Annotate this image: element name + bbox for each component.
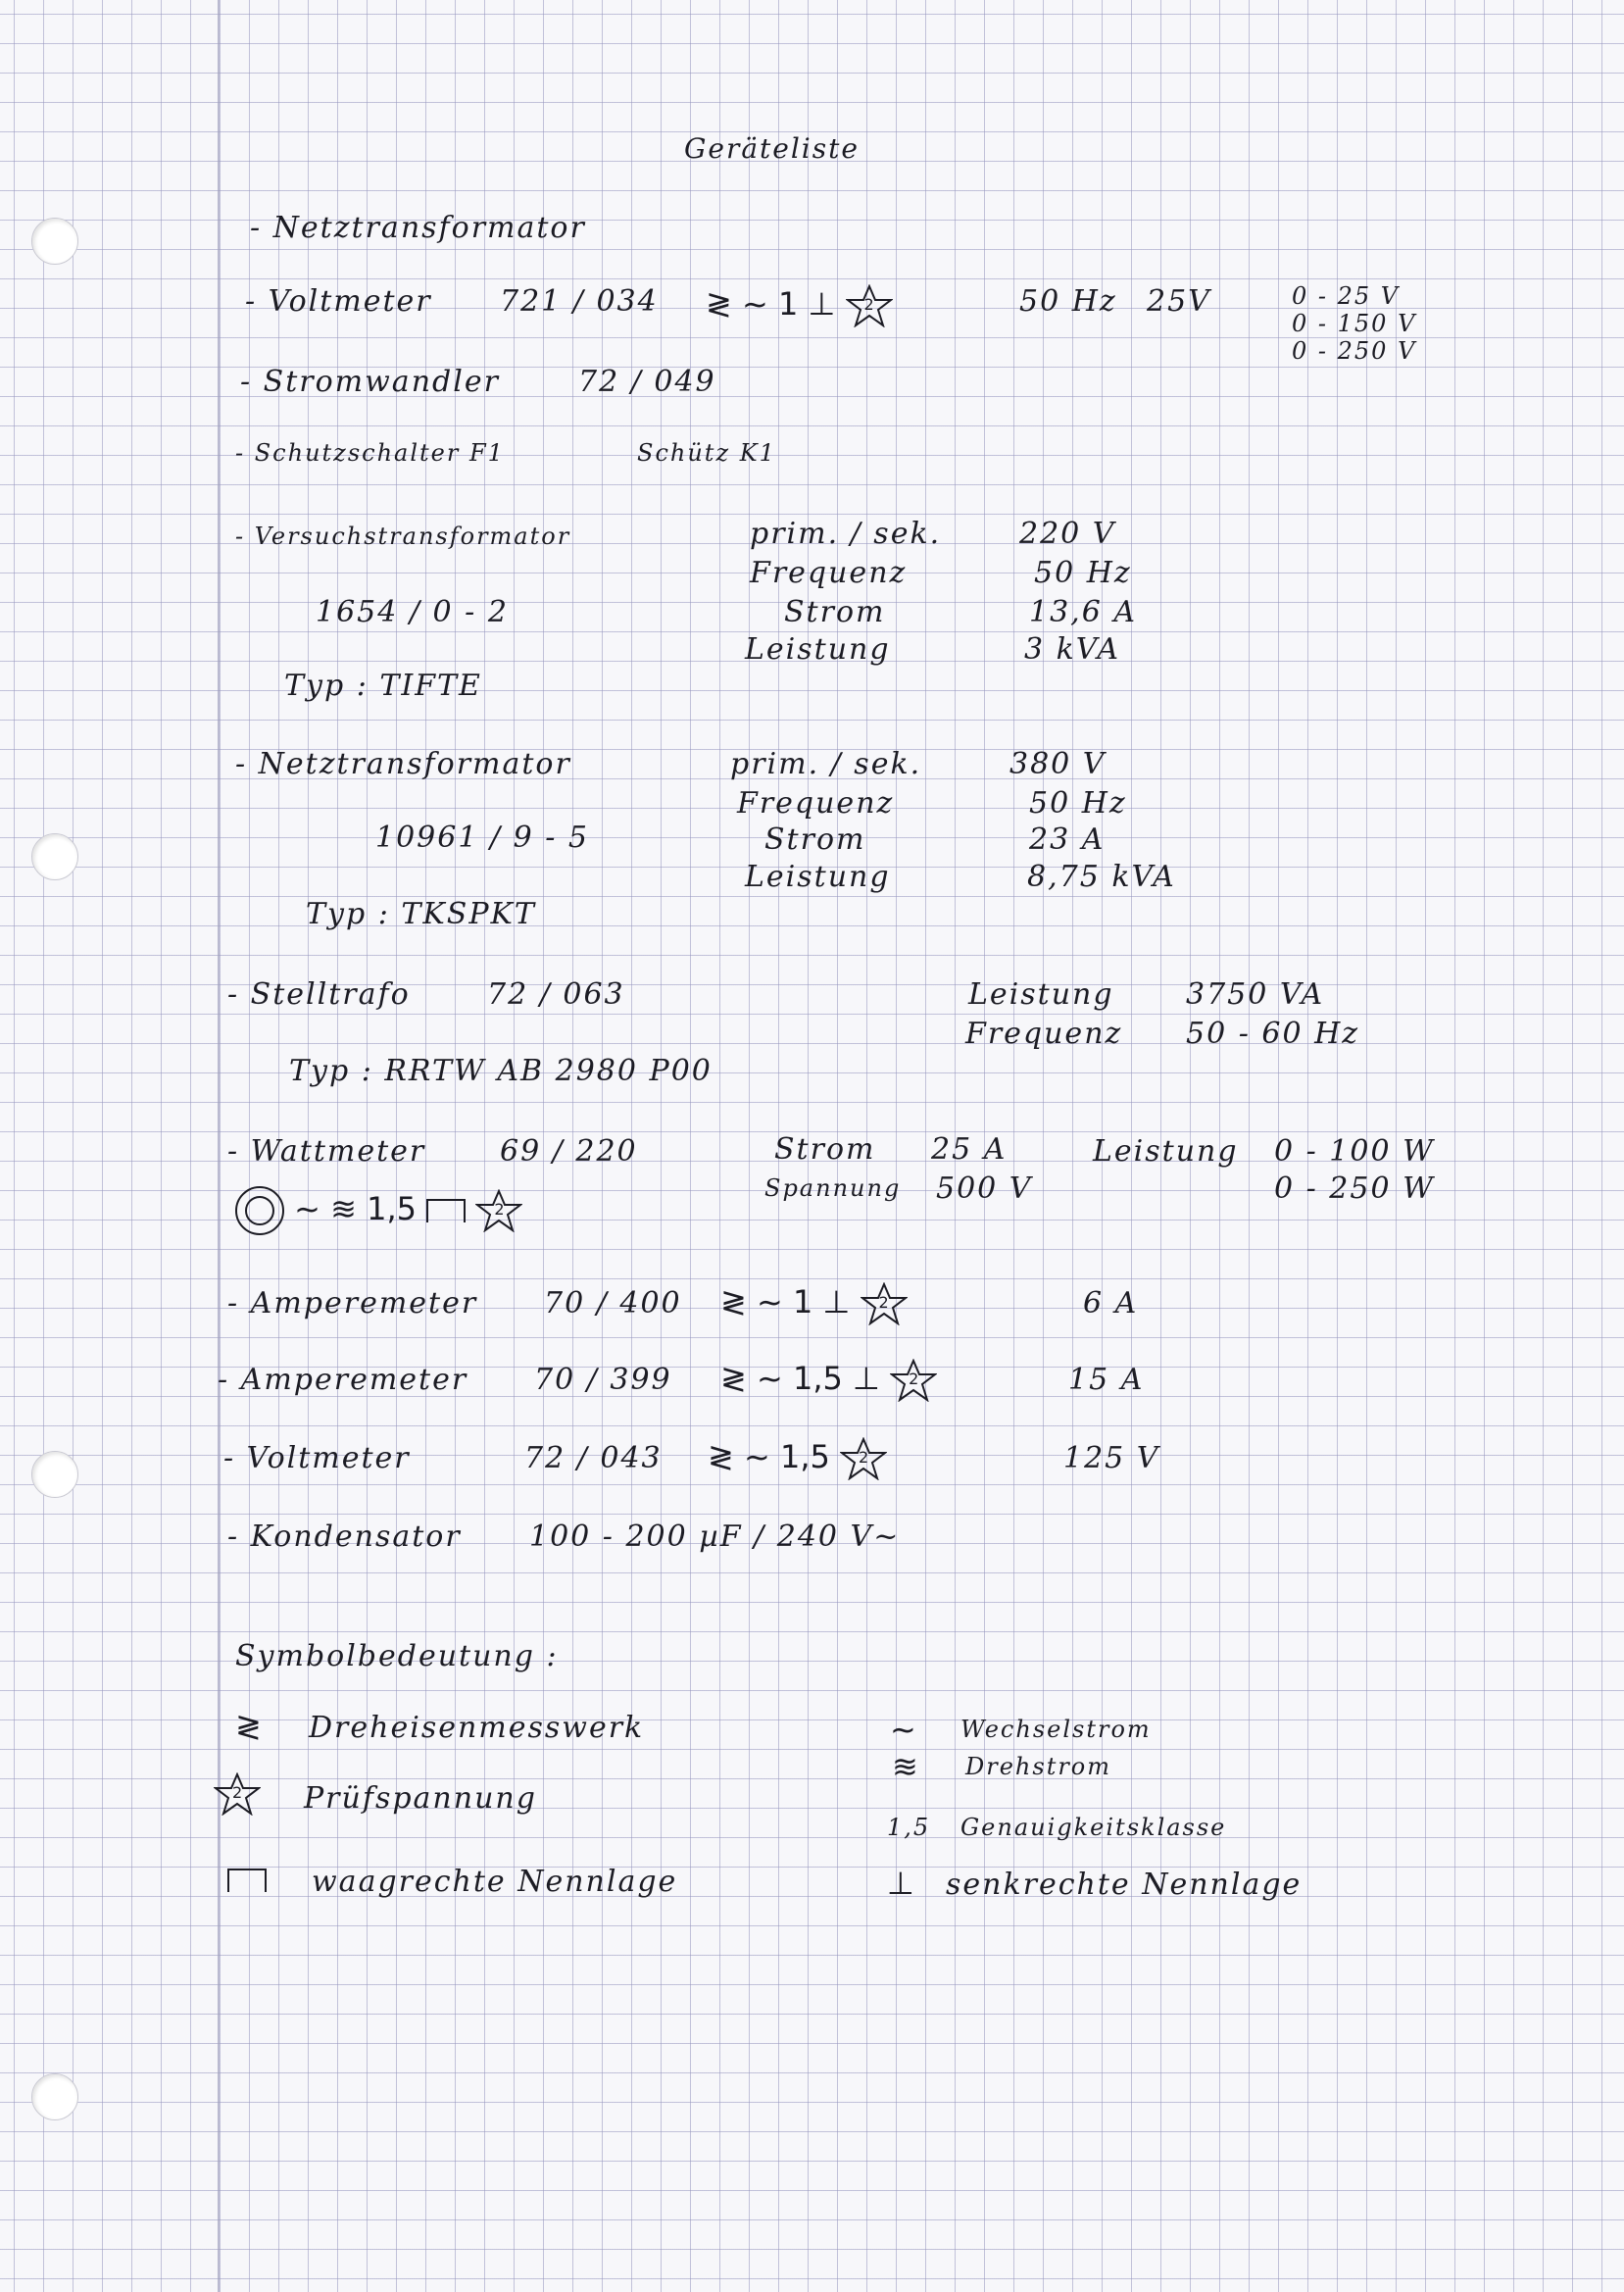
spec-key: Leistung: [745, 860, 891, 894]
item-netztrafo2-typ: Typ : TKSPKT: [306, 897, 536, 931]
item-voltmeter-label: - Voltmeter: [245, 284, 432, 319]
star-number: 2: [494, 1200, 505, 1219]
legend-heading: Symbolbedeutung :: [235, 1639, 559, 1673]
item-netztrafo-label: - Netztransformator: [250, 211, 586, 245]
horizontal-position-icon: [227, 1863, 267, 1894]
spec-key: prim. / sek.: [730, 747, 922, 781]
spec-value: 50 Hz: [1029, 786, 1127, 821]
item-stelltrafo-typ: Typ : RRTW AB 2980 P00: [289, 1054, 713, 1088]
star-number: 2: [863, 295, 874, 314]
item-amperemeter-value: 6 A: [1083, 1286, 1139, 1320]
meter-symbol-text: ≷ ~ 1 ⊥: [706, 285, 836, 323]
legend-drehstrom: Drehstrom: [965, 1753, 1112, 1780]
meter-symbols: [708, 1437, 887, 1480]
meter-symbol-text: ≷ ~ 1,5 ⊥: [720, 1360, 880, 1397]
spec-value: 220 V: [1019, 517, 1116, 551]
page-margin-line: [218, 0, 220, 2292]
item-schutzschalter-label: - Schutzschalter F1: [235, 439, 505, 467]
moving-iron-icon: ≷: [235, 1708, 262, 1745]
spec-value: 50 - 60 Hz: [1186, 1017, 1360, 1051]
wattmeter-symbol-text: ~ ≋ 1,5: [294, 1190, 418, 1227]
item-stromwandler-id: 72 / 049: [578, 365, 716, 399]
spec-key: Leistung: [1093, 1134, 1239, 1169]
test-voltage-star-icon: [890, 1359, 937, 1402]
legend-wechselstrom: Wechselstrom: [960, 1716, 1152, 1743]
wattmeter-symbols: [235, 1186, 522, 1235]
spec-key: prim. / sek.: [750, 517, 942, 551]
spec-key: Spannung: [764, 1174, 902, 1202]
spec-key: Strom: [784, 595, 886, 629]
spec-key: Leistung: [745, 632, 891, 667]
item-voltmeter-value: 125 V: [1063, 1441, 1160, 1475]
meter-symbol-text: ≷ ~ 1 ⊥: [720, 1283, 851, 1320]
spec-key: Strom: [774, 1132, 876, 1167]
accuracy-class-symbol: 1,5: [887, 1814, 931, 1841]
meter-symbol-text: ≷ ~ 1,5: [708, 1438, 830, 1475]
item-voltmeter-label: - Voltmeter: [223, 1441, 411, 1475]
test-voltage-star-icon: [214, 1772, 261, 1816]
item-versuchstrafo-id: 1654 / 0 - 2: [316, 595, 509, 629]
spec-key: Frequenz: [965, 1017, 1123, 1051]
meter-symbols: [720, 1282, 908, 1325]
item-voltmeter-volt: 25V: [1147, 284, 1211, 319]
meter-symbols: [706, 284, 893, 327]
test-voltage-star-icon: [840, 1437, 887, 1480]
spec-key: Frequenz: [737, 786, 895, 821]
voltmeter-range: 0 - 250 V: [1292, 337, 1417, 365]
voltmeter-range: 0 - 150 V: [1292, 310, 1417, 337]
wattmeter-range: 0 - 250 W: [1274, 1171, 1435, 1206]
page-title: Geräteliste: [684, 132, 860, 165]
dynamometer-icon: [235, 1186, 284, 1235]
item-amperemeter-label: - Amperemeter: [227, 1286, 478, 1320]
spec-key: Leistung: [968, 977, 1114, 1012]
item-voltmeter-id: 721 / 034: [500, 284, 659, 319]
alternating-current-icon: ~: [890, 1711, 916, 1748]
spec-value: 8,75 kVA: [1027, 860, 1176, 894]
spec-value: 13,6 A: [1029, 595, 1137, 629]
spec-value: 500 V: [936, 1171, 1033, 1206]
star-number: 2: [909, 1370, 919, 1388]
item-wattmeter-id: 69 / 220: [500, 1134, 638, 1169]
legend-pruefspannung: Prüfspannung: [304, 1781, 537, 1816]
legend-genauigkeit: Genauigkeitsklasse: [960, 1814, 1227, 1841]
star-number: 2: [878, 1293, 889, 1312]
voltmeter-range: 0 - 25 V: [1292, 282, 1401, 310]
spec-value: 380 V: [1009, 747, 1107, 781]
item-wattmeter-label: - Wattmeter: [227, 1134, 426, 1169]
punch-hole: [31, 1451, 78, 1498]
legend-dreheisen: Dreheisenmesswerk: [309, 1711, 645, 1745]
test-voltage-star-icon: [475, 1189, 522, 1232]
item-kondensator-label: - Kondensator: [227, 1520, 462, 1554]
punch-hole: [31, 833, 78, 880]
item-netztrafo2-id: 10961 / 9 - 5: [375, 821, 589, 855]
legend-waagrecht: waagrechte Nennlage: [312, 1865, 678, 1899]
item-amperemeter-id: 70 / 400: [544, 1286, 682, 1320]
item-versuchstrafo-label: - Versuchstransformator: [235, 523, 571, 550]
item-voltmeter-id: 72 / 043: [524, 1441, 663, 1475]
spec-value: 25 A: [931, 1132, 1008, 1167]
spec-key: Frequenz: [750, 556, 908, 590]
horizontal-position-icon: [426, 1199, 466, 1222]
item-stelltrafo-id: 72 / 063: [487, 977, 625, 1012]
item-schuetz-label: Schütz K1: [637, 439, 776, 467]
item-versuchstrafo-typ: Typ : TIFTE: [284, 669, 482, 703]
item-voltmeter-freq: 50 Hz: [1019, 284, 1117, 319]
item-stelltrafo-label: - Stelltrafo: [227, 977, 411, 1012]
item-amperemeter-id: 70 / 399: [534, 1363, 672, 1397]
vertical-position-icon: ⊥: [887, 1865, 914, 1902]
punch-hole: [31, 218, 78, 265]
test-voltage-star-icon: [846, 284, 893, 327]
wattmeter-range: 0 - 100 W: [1274, 1134, 1435, 1169]
item-netztrafo2-label: - Netztransformator: [235, 747, 571, 781]
spec-value: 3750 VA: [1186, 977, 1325, 1012]
item-amperemeter-value: 15 A: [1068, 1363, 1145, 1397]
item-kondensator-spec: 100 - 200 µF / 240 V~: [529, 1520, 901, 1554]
spec-value: 23 A: [1029, 822, 1106, 857]
star-number: 2: [232, 1783, 243, 1802]
star-number: 2: [859, 1448, 869, 1467]
spec-value: 3 kVA: [1024, 632, 1121, 667]
meter-symbols: [720, 1359, 937, 1402]
spec-key: Strom: [764, 822, 866, 857]
spec-value: 50 Hz: [1034, 556, 1132, 590]
test-voltage-star-icon: [861, 1282, 908, 1325]
legend-senkrecht: senkrechte Nennlage: [946, 1868, 1303, 1902]
item-stromwandler-label: - Stromwandler: [240, 365, 500, 399]
three-phase-icon: ≋: [892, 1748, 918, 1785]
item-amperemeter-label: - Amperemeter: [218, 1363, 468, 1397]
punch-hole: [31, 2073, 78, 2120]
